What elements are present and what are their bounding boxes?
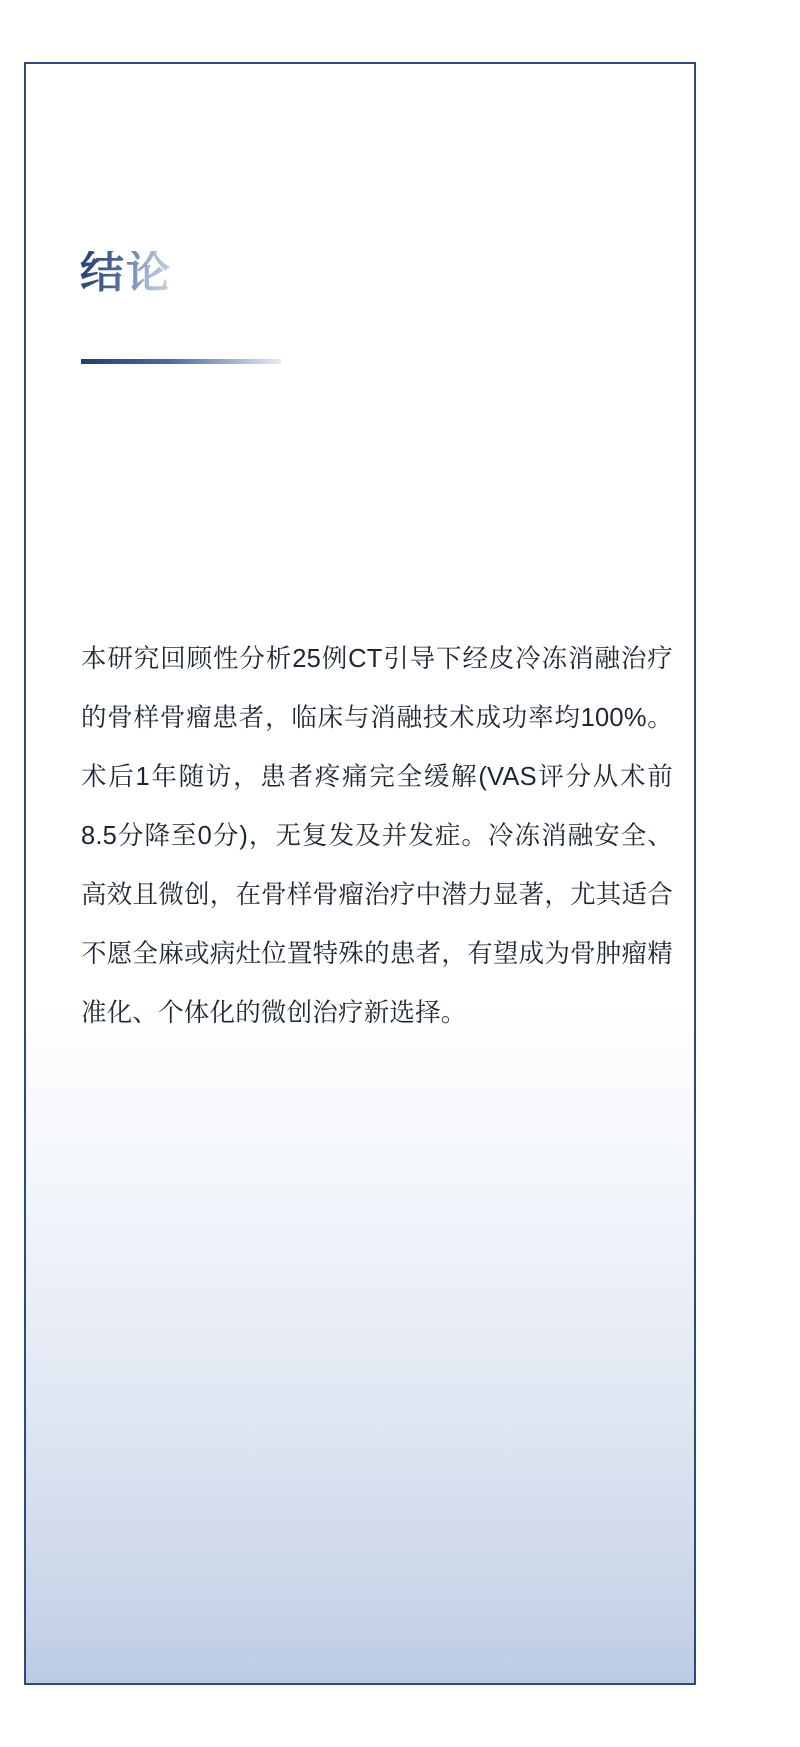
conclusion-paragraph: 本研究回顾性分析25例CT引导下经皮冷冻消融治疗的骨样骨瘤患者，临床与消融技术成功率均100%。术后1年随访，患者疼痛完全缓解(VAS评分从术前8.5分降至0分)，无复发及并发症。冷冻消融安全、高效且微创，在骨样骨瘤治疗中潜力显著，尤其适合不愿全麻或病灶位置特殊的患者，有望成为骨肿瘤精准化、个体化的微创治疗新选择。 <box>81 644 673 1028</box>
slide-content <box>56 64 673 1683</box>
page-title: 结论 <box>80 248 172 298</box>
slide-card <box>24 62 696 1685</box>
title-underline-divider <box>81 359 281 364</box>
